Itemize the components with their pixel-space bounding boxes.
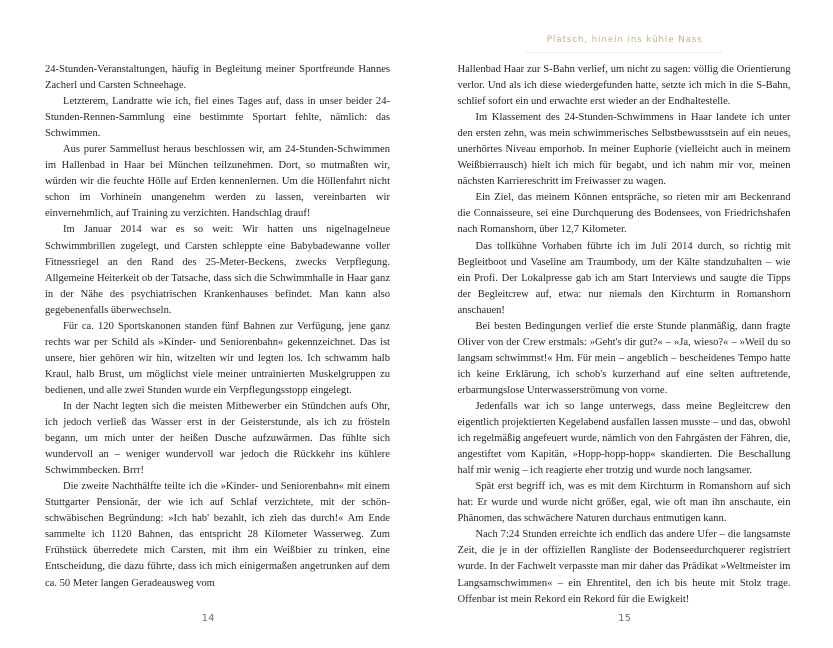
left-page-textblock <box>45 62 390 592</box>
left-page-folio: 14 <box>201 613 215 625</box>
paragraph: Jedenfalls war ich so lange unterwegs, dass meine Begleitcrew den eigentlich projektierten Kegelabend ausfallen lassen musste – und das, obwohl ich regelmäßig angefeuert wurde, nämlich von den Fahrgästen der Fähren, die, angestiftet vom Kapitän, »Hopp-hopp-hopp« skandierten. Die Beschallung half mir wenig – ich reagierte eher trotzig und wurde noch langsamer. <box>457 400 791 477</box>
paragraph: In der Nacht legten sich die meisten Mitbewerber ein Stündchen aufs Ohr, ich jedoch verließ das Wasser erst in der Geisterstunde, als ich zu frösteln begann, um mich unter der heißen Dusche aufzuwärmen. Das fühlte sich wundervoll an – weniger wundervoll war jedoch die Rückkehr ins kühlere Schwimmbecken. Brrr! <box>45 400 390 477</box>
paragraph: Für ca. 120 Sportskanonen standen fünf Bahnen zur Verfügung, jene ganz rechts war per Schild als »Kinder- und Seniorenbahn« gekennzeichnet. Das ist unsere, hier gehören wir hin, witzelten wir und legten los. Ich schwamm halb Kraul, halb Brust, um möglichst viele meiner untrainierten Muskelgruppen zu bedienen, und alle zwei Stunden wurde ein Verpflegungsstopp eingelegt. <box>45 320 390 396</box>
paragraph: Spät erst begriff ich, was es mit dem Kirchturm in Romanshorn auf sich hat: Er wurde und wurde nicht größer, egal, wie oft man ihn anschaute, ein Phänomen, das schwächere Naturen durchaus entmutigen kann. <box>457 481 791 525</box>
paragraph: Im Januar 2014 war es so weit: Wir hatten uns nigelnagelneue Schwimmbrillen zugelegt, und Carsten schleppte eine Babybadewanne voller Fitnessriegel an den Rand des 25-Meter-Beckens, zwecks Verpflegung. Allgemeine Heiterkeit ob der Tatsache, dass sich die Schwimmhalle in Haar ganz in der Nähe des psychiatrischen Krankenhauses befindet. Man kann also gegebenenfalls überwechseln. <box>45 224 390 316</box>
right-page <box>417 0 833 648</box>
paragraph: Bei besten Bedingungen verlief die erste Stunde planmäßig, dann fragte Oliver von der Crew erstmals: »Geht's dir gut?« – »Ja, wieso?« – »Weil du so langsam schwimmst!« Hm. Für mein – angeblich – bescheidenes Tempo hatte ich keine Erklärung, ich schob's kurzerhand auf eine selten auftretende, erbarmungslose Unterwasserströmung von vorne. <box>457 320 791 396</box>
right-page-textblock <box>458 62 791 608</box>
paragraph: Hallenbad Haar zur S-Bahn verlief, um nicht zu sagen: völlig die Orientierung verlor. Und als ich diese wiedergefunden hatte, setzte ich mich in die S-Bahn, schlief sofort ein und erwachte erst wieder an der Endhaltestelle. <box>457 64 791 108</box>
paragraph: Letzterem, Landratte wie ich, fiel eines Tages auf, dass in unser beider 24-Stunden-Rennen-Sammlung eine bestimmte Sportart fehlte, nämlich: das Schwimmen. <box>45 96 390 140</box>
paragraph: Nach 7:24 Stunden erreichte ich endlich das andere Ufer – die langsamste Zeit, die je in der offiziellen Rangliste der Bodenseedurchquerer registriert wurde. In der Fachwelt verpasste man mir daher das Prädikat »Weltmeister im Langsamschwimmen« – ein Ehrentitel, den ich bis heute mit Stolz trage. Offenbar ist mein Rekord ein Rekord für die Ewigkeit! <box>457 529 791 605</box>
running-head-text: Platsch, hinein ins kühle Nass <box>546 35 703 45</box>
paragraph: 24-Stunden-Veranstaltungen, häufig in Begleitung meiner Sportfreunde Hannes Zacherl und Carsten Schneehage. <box>45 64 390 92</box>
running-head <box>417 29 833 49</box>
paragraph: Das tollkühne Vorhaben führte ich im Juli 2014 durch, so richtig mit Begleitboot und Vaseline am Traumbody, um der Kälte standzuhalten – wie ein Profi. Der Lokalpresse gab ich am Start Interviews und saugte die Tipps der Begleitcrew auf, etwa: nur niemals den Kirchturm in Romanshorn anschauen! <box>457 240 791 316</box>
paragraph: Aus purer Sammellust heraus beschlossen wir, am 24-Stunden-Schwimmen im Hallenbad in Haar bei München teilzunehmen. Dort, so mutmaßten wir, würden wir die feuchte Hölle auf Erden kennenlernen. Um die Höllenfahrt nicht schon im Vorhinein unangenehm werden zu lassen, vereinbarten wir einvernehmlich, auf Training zu verzichten. Handschlag drauf! <box>45 144 390 220</box>
right-page-folio: 15 <box>618 613 632 625</box>
running-head-rule <box>526 52 723 53</box>
paragraph: Die zweite Nachthälfte teilte ich die »Kinder- und Seniorenbahn« mit einem Stuttgarter Pensionär, der wie ich auf Schlaf verzichtete, mit der schön-schwäbischen Begründung: »Ich hab' bezahlt, ich zieh das durch!« Am Ende sammelte ich 1120 Bahnen, das entspricht 28 Kilometer Wasserweg. Zum Frühstück überredete mich Carsten, mit ihm ein Weißbier zu trinken, eine Entscheidung, die dazu führte, dass ich mich einigermaßen angetrunken auf dem ca. 50 Meter langen Geradeausweg vom <box>45 481 390 589</box>
paragraph: Im Klassement des 24-Stunden-Schwimmens in Haar landete ich unter den ersten zehn, was mein schwimmerisches Selbstbewusstsein auf ein neues, unerhörtes Niveau emporhob. In meiner Euphorie (vielleicht auch in meinem Weißbierrausch) hielt ich mich für begabt, und ich nahm mir vor, meinen nächsten Karriereschritt im Freiwasser zu wagen. <box>457 112 791 188</box>
paragraph: Ein Ziel, das meinem Können entspräche, so rieten mir am Beckenrand die Connaisseure, sei eine Durchquerung des Bodensees, von Friedrichshafen nach Romanshorn, über 12,7 Kilometer. <box>457 192 791 236</box>
